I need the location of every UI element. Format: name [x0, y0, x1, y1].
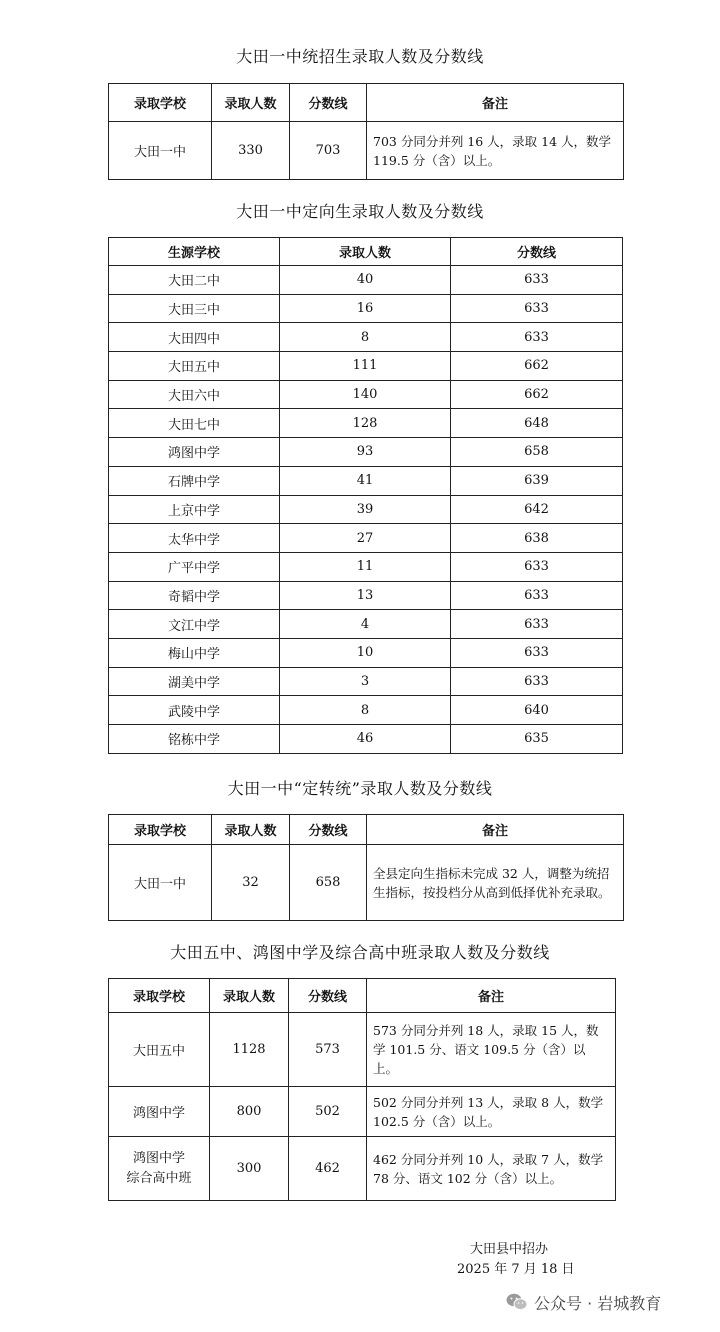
table-row: [109, 552, 623, 581]
cell-school: 鸿图中学: [109, 438, 280, 467]
table-row: [109, 466, 623, 495]
cell-score: 633: [451, 581, 623, 610]
table-row: [109, 323, 623, 352]
cell-school: 铭栋中学: [109, 725, 280, 754]
wechat-icon: [506, 1293, 528, 1311]
header-school: 录取学校: [109, 979, 210, 1013]
watermark-text: 公众号 · 岩城教育: [534, 1293, 662, 1313]
cell-note: 全县定向生指标未完成 32 人，调整为统招生指标，按投档分从高到低择优补充录取。: [367, 845, 624, 921]
table-row: [109, 409, 623, 438]
table-row: [109, 380, 623, 409]
table-row: [109, 266, 623, 295]
cell-score: 633: [451, 667, 623, 696]
table-row: [109, 696, 623, 725]
cell-note: 502 分同分并列 13 人，录取 8 人，数学 102.5 分（含）以上。: [367, 1087, 616, 1137]
cell-score: 633: [451, 610, 623, 639]
cell-count: 300: [210, 1137, 289, 1201]
cell-score: 639: [451, 466, 623, 495]
section2-title: 大田一中定向生录取人数及分数线: [236, 202, 484, 221]
table-row: [109, 438, 623, 467]
cell-score: 658: [451, 438, 623, 467]
table-row: [109, 1087, 616, 1137]
header-note: 备注: [367, 84, 624, 122]
cell-school: 梅山中学: [109, 638, 280, 667]
cell-score: 703: [290, 122, 367, 180]
cell-school: 广平中学: [109, 552, 280, 581]
cell-score: 635: [451, 725, 623, 754]
cell-school: 大田六中: [109, 380, 280, 409]
cell-score: 633: [451, 323, 623, 352]
section3-table: [108, 814, 624, 921]
cell-count: 11: [280, 552, 451, 581]
cell-score: 633: [451, 266, 623, 295]
section4-title: 大田五中、鸿图中学及综合高中班录取人数及分数线: [170, 943, 550, 962]
cell-count: 32: [212, 845, 290, 921]
cell-school: 大田三中: [109, 294, 280, 323]
table-row: [109, 638, 623, 667]
cell-count: 8: [280, 696, 451, 725]
cell-score: 638: [451, 524, 623, 553]
cell-count: 800: [210, 1087, 289, 1137]
header-score: 分数线: [290, 84, 367, 122]
table-row: [109, 352, 623, 381]
cell-score: 502: [289, 1087, 367, 1137]
table-row: [109, 581, 623, 610]
section1-title: 大田一中统招生录取人数及分数线: [236, 47, 484, 66]
cell-score: 573: [289, 1013, 367, 1087]
cell-count: 330: [212, 122, 290, 180]
cell-school: 大田四中: [109, 323, 280, 352]
cell-school: 大田一中: [109, 845, 212, 921]
cell-school: 大田五中: [109, 352, 280, 381]
header-count: 录取人数: [280, 238, 451, 266]
cell-school: [109, 1137, 210, 1201]
cell-score: 633: [451, 638, 623, 667]
cell-count: 111: [280, 352, 451, 381]
cell-count: 10: [280, 638, 451, 667]
table-row: [109, 294, 623, 323]
table-row: [109, 725, 623, 754]
header-count: 录取人数: [212, 815, 290, 845]
cell-note: 462 分同分并列 10 人，录取 7 人，数学 78 分、语文 102 分（含）以上。: [367, 1137, 616, 1201]
cell-count: 46: [280, 725, 451, 754]
cell-school: 湖美中学: [109, 667, 280, 696]
header-count: 录取人数: [212, 84, 290, 122]
cell-count: 41: [280, 466, 451, 495]
table-row: [109, 524, 623, 553]
header-school: 录取学校: [109, 815, 212, 845]
cell-count: 40: [280, 266, 451, 295]
header-note: 备注: [367, 979, 616, 1013]
section1-table: [108, 83, 624, 180]
table-row: [109, 1137, 616, 1201]
cell-score: 642: [451, 495, 623, 524]
cell-count: 8: [280, 323, 451, 352]
watermark: [506, 1290, 661, 1314]
cell-note: 703 分同分并列 16 人，录取 14 人，数学 119.5 分（含）以上。: [367, 122, 624, 180]
cell-school: 大田二中: [109, 266, 280, 295]
cell-school: 文江中学: [109, 610, 280, 639]
table-row: [109, 845, 624, 921]
cell-count: 3: [280, 667, 451, 696]
cell-score: 462: [289, 1137, 367, 1201]
section3-title: 大田一中“定转统”录取人数及分数线: [227, 779, 493, 798]
cell-count: 39: [280, 495, 451, 524]
cell-school: 武陵中学: [109, 696, 280, 725]
header-school: 录取学校: [109, 84, 212, 122]
cell-count: 93: [280, 438, 451, 467]
table-row: [109, 667, 623, 696]
cell-count: 27: [280, 524, 451, 553]
cell-count: 1128: [210, 1013, 289, 1087]
cell-score: 648: [451, 409, 623, 438]
cell-school: 大田五中: [109, 1013, 210, 1087]
cell-school-line2: 综合高中班: [126, 1170, 192, 1186]
header-score: 分数线: [289, 979, 367, 1013]
section4-table: [108, 978, 616, 1201]
cell-school: 奇韬中学: [109, 581, 280, 610]
cell-score: 633: [451, 552, 623, 581]
issuer: 大田县中招办: [470, 1242, 549, 1257]
cell-score: 633: [451, 294, 623, 323]
cell-count: 140: [280, 380, 451, 409]
cell-school-line1: 鸿图中学: [132, 1150, 185, 1166]
cell-school: 上京中学: [109, 495, 280, 524]
cell-count: 128: [280, 409, 451, 438]
table-row: [109, 610, 623, 639]
header-note: 备注: [367, 815, 624, 845]
cell-score: 662: [451, 352, 623, 381]
cell-school: 石牌中学: [109, 466, 280, 495]
cell-count: 13: [280, 581, 451, 610]
cell-school: 大田一中: [109, 122, 212, 180]
cell-school: 鸿图中学: [109, 1087, 210, 1137]
table-row: [109, 1013, 616, 1087]
cell-count: 4: [280, 610, 451, 639]
header-count: 录取人数: [210, 979, 289, 1013]
issue-date: 2025 年 7 月 18 日: [457, 1262, 575, 1277]
cell-count: 16: [280, 294, 451, 323]
header-score: 分数线: [290, 815, 367, 845]
cell-score: 658: [290, 845, 367, 921]
cell-score: 640: [451, 696, 623, 725]
cell-school: 大田七中: [109, 409, 280, 438]
header-source-school: 生源学校: [109, 238, 280, 266]
table-row: [109, 122, 624, 180]
table-row: [109, 495, 623, 524]
cell-note: 573 分同分并列 18 人，录取 15 人，数学 101.5 分、语文 109.5 分（含）以上。: [367, 1013, 616, 1087]
cell-school: 太华中学: [109, 524, 280, 553]
header-score: 分数线: [451, 238, 623, 266]
cell-score: 662: [451, 380, 623, 409]
section2-table: [108, 237, 623, 754]
